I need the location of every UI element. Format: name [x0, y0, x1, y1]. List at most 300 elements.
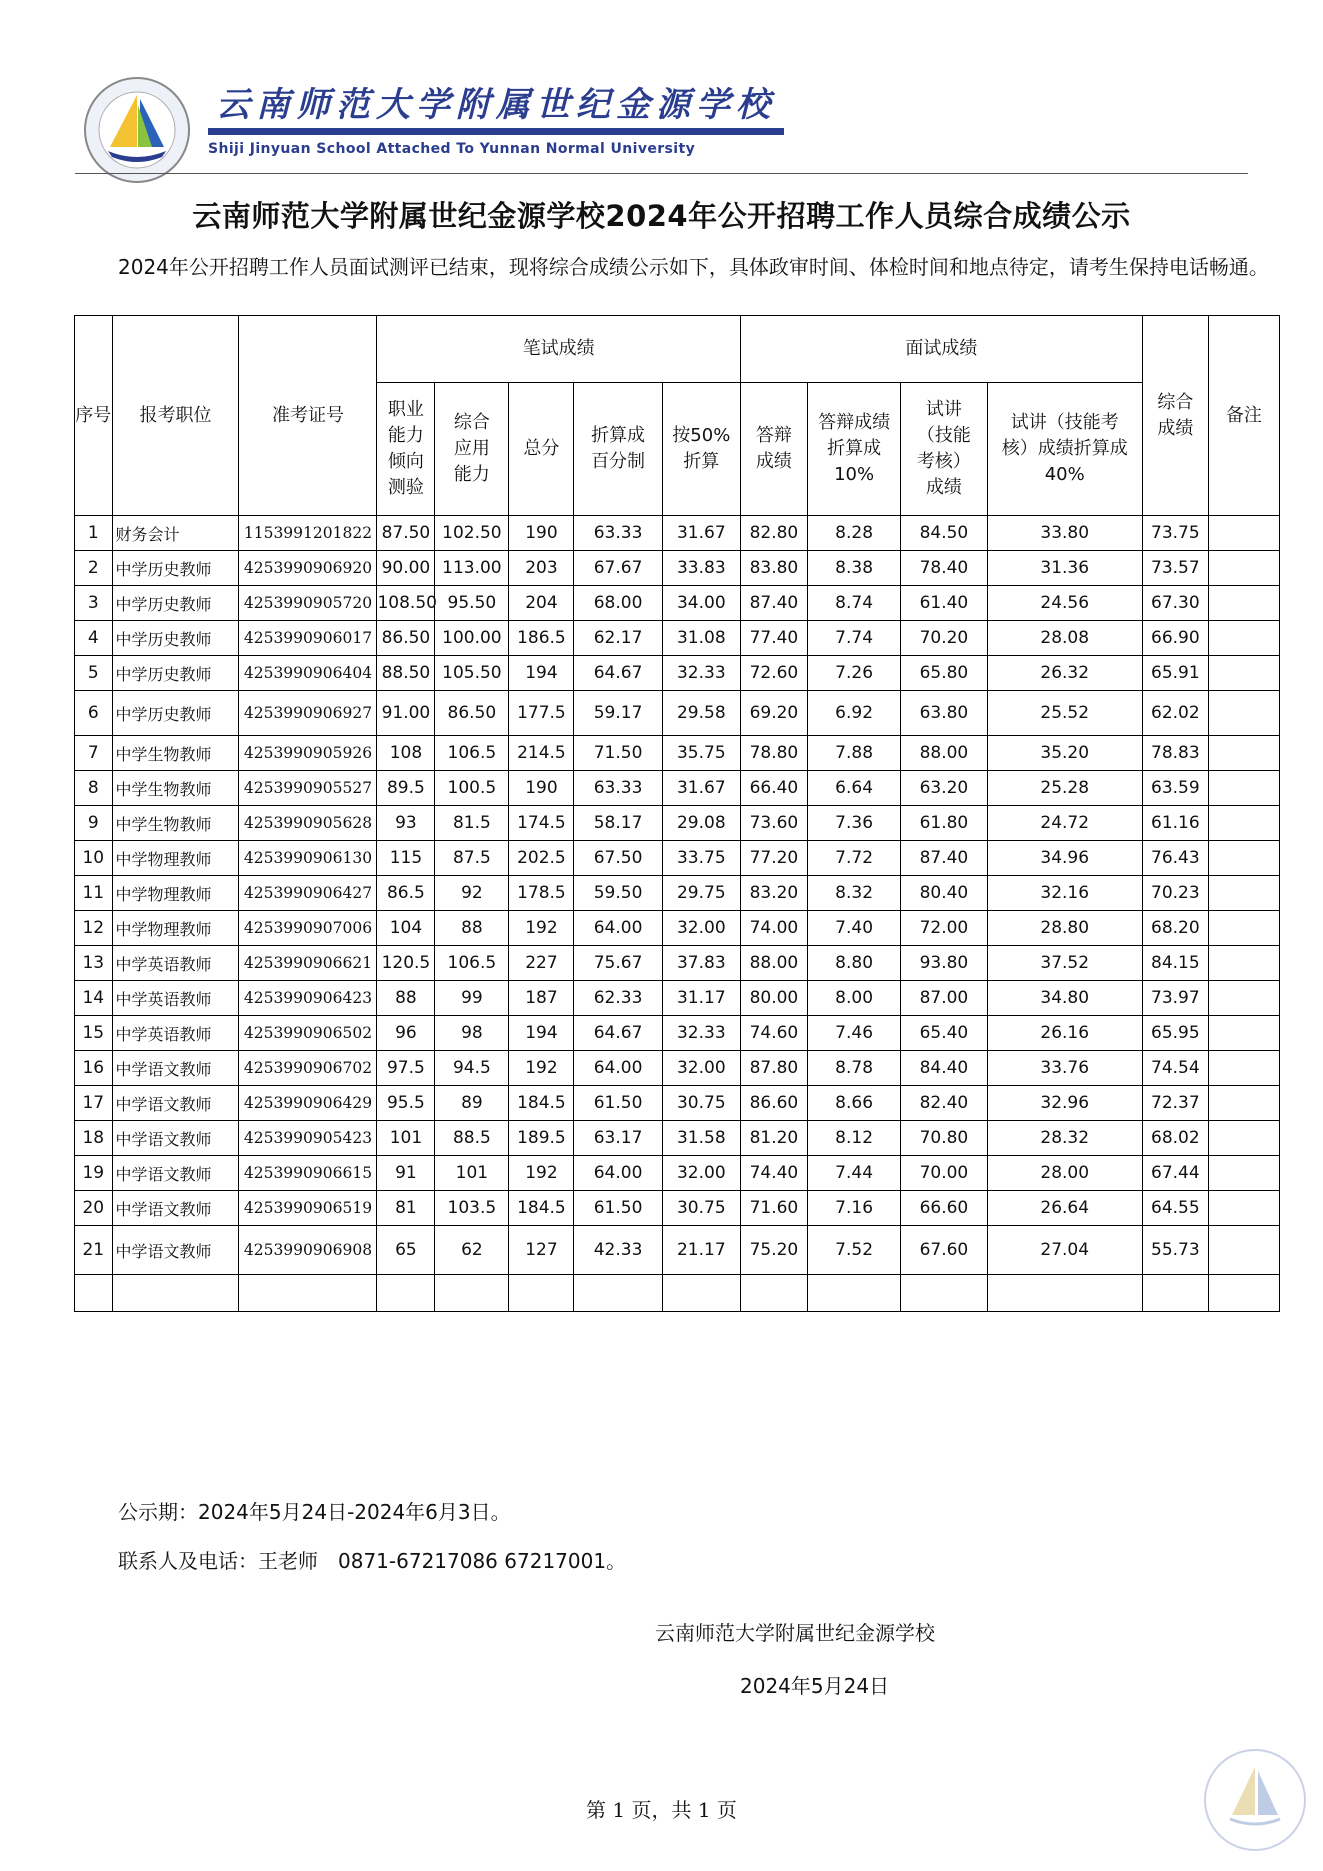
table-cell — [1208, 551, 1279, 586]
table-cell: 63.17 — [574, 1121, 662, 1156]
table-cell: 中学物理教师 — [112, 876, 239, 911]
table-cell: 87.80 — [740, 1051, 807, 1086]
table-cell: 227 — [509, 946, 574, 981]
table-row — [75, 1191, 1280, 1226]
table-cell: 中学历史教师 — [112, 586, 239, 621]
table-cell: 中学历史教师 — [112, 656, 239, 691]
table-cell — [1208, 876, 1279, 911]
table-cell: 96 — [377, 1016, 435, 1051]
table-cell: 61.16 — [1142, 806, 1208, 841]
table-cell — [1208, 981, 1279, 1016]
table-cell: 87.5 — [435, 841, 509, 876]
table-row — [75, 1016, 1280, 1051]
table-cell: 28.00 — [987, 1156, 1142, 1191]
table-cell: 88 — [435, 911, 509, 946]
table-cell: 26.32 — [987, 656, 1142, 691]
table-cell — [1208, 1051, 1279, 1086]
table-cell: 105.50 — [435, 656, 509, 691]
table-cell: 10 — [75, 841, 113, 876]
table-cell: 32.33 — [662, 1016, 740, 1051]
table-cell: 81.20 — [740, 1121, 807, 1156]
table-cell: 71.50 — [574, 736, 662, 771]
table-cell: 中学生物教师 — [112, 806, 239, 841]
table-cell: 106.5 — [435, 736, 509, 771]
header-interview-col: 答辩成绩折算成10% — [807, 383, 900, 516]
table-cell: 73.60 — [740, 806, 807, 841]
table-cell: 11 — [75, 876, 113, 911]
table-cell: 204 — [509, 586, 574, 621]
header-remark: 备注 — [1208, 316, 1279, 516]
table-cell: 33.80 — [987, 516, 1142, 551]
table-cell: 7.16 — [807, 1191, 900, 1226]
table-cell: 108.50 — [377, 586, 435, 621]
table-cell: 中学历史教师 — [112, 621, 239, 656]
table-cell: 31.67 — [662, 771, 740, 806]
table-cell: 82.80 — [740, 516, 807, 551]
table-cell: 87.00 — [901, 981, 987, 1016]
table-cell: 88.50 — [377, 656, 435, 691]
header-interview-group: 面试成绩 — [740, 316, 1142, 383]
table-cell: 86.5 — [377, 876, 435, 911]
table-row — [75, 551, 1280, 586]
table-cell: 21 — [75, 1226, 113, 1275]
table-cell: 93 — [377, 806, 435, 841]
table-cell: 65.40 — [901, 1016, 987, 1051]
table-row — [75, 691, 1280, 736]
table-cell: 92 — [435, 876, 509, 911]
table-cell: 62 — [435, 1226, 509, 1275]
table-cell — [574, 1275, 662, 1312]
table-cell: 80.00 — [740, 981, 807, 1016]
table-cell: 194 — [509, 1016, 574, 1051]
table-cell: 59.17 — [574, 691, 662, 736]
table-cell: 72.60 — [740, 656, 807, 691]
signature-date: 2024年5月24日 — [740, 1674, 890, 1698]
table-cell: 81 — [377, 1191, 435, 1226]
table-cell: 32.00 — [662, 1051, 740, 1086]
table-cell — [1208, 806, 1279, 841]
table-cell: 2 — [75, 551, 113, 586]
contact-info: 联系人及电话：王老师 0871-67217086 67217001。 — [118, 1549, 627, 1573]
table-cell: 34.96 — [987, 841, 1142, 876]
table-cell — [377, 1275, 435, 1312]
table-cell: 78.80 — [740, 736, 807, 771]
table-cell: 8.32 — [807, 876, 900, 911]
header-seq: 序号 — [75, 316, 113, 516]
table-cell: 89.5 — [377, 771, 435, 806]
table-row-empty — [75, 1275, 1280, 1312]
table-cell: 8 — [75, 771, 113, 806]
table-cell: 74.60 — [740, 1016, 807, 1051]
table-cell: 中学物理教师 — [112, 911, 239, 946]
table-cell: 76.43 — [1142, 841, 1208, 876]
page-number: 第 1 页，共 1 页 — [586, 1798, 737, 1822]
table-cell: 75.20 — [740, 1226, 807, 1275]
table-cell: 66.90 — [1142, 621, 1208, 656]
header-total: 综合成绩 — [1142, 316, 1208, 516]
table-cell: 18 — [75, 1121, 113, 1156]
table-cell: 35.75 — [662, 736, 740, 771]
table-cell: 7.88 — [807, 736, 900, 771]
table-cell: 29.75 — [662, 876, 740, 911]
table-cell: 8.66 — [807, 1086, 900, 1121]
table-cell: 86.60 — [740, 1086, 807, 1121]
table-cell: 68.00 — [574, 586, 662, 621]
table-cell: 1153991201822 — [239, 516, 377, 551]
table-cell — [509, 1275, 574, 1312]
table-cell: 70.00 — [901, 1156, 987, 1191]
table-cell: 33.76 — [987, 1051, 1142, 1086]
table-cell: 中学语文教师 — [112, 1051, 239, 1086]
table-cell: 194 — [509, 656, 574, 691]
table-cell: 8.28 — [807, 516, 900, 551]
table-cell: 4253990906502 — [239, 1016, 377, 1051]
table-cell: 100.00 — [435, 621, 509, 656]
table-cell — [1208, 691, 1279, 736]
table-cell: 中学语文教师 — [112, 1156, 239, 1191]
table-cell — [1208, 621, 1279, 656]
table-cell: 中学语文教师 — [112, 1121, 239, 1156]
table-cell: 91.00 — [377, 691, 435, 736]
table-cell: 4253990906615 — [239, 1156, 377, 1191]
table-cell: 70.80 — [901, 1121, 987, 1156]
table-row — [75, 1086, 1280, 1121]
table-cell: 66.60 — [901, 1191, 987, 1226]
table-cell: 67.67 — [574, 551, 662, 586]
table-cell: 78.40 — [901, 551, 987, 586]
table-cell: 32.00 — [662, 1156, 740, 1191]
table-cell: 98 — [435, 1016, 509, 1051]
table-cell: 4253990906927 — [239, 691, 377, 736]
table-cell — [1208, 1121, 1279, 1156]
table-cell: 17 — [75, 1086, 113, 1121]
table-cell: 中学英语教师 — [112, 946, 239, 981]
table-cell: 90.00 — [377, 551, 435, 586]
table-cell: 34.00 — [662, 586, 740, 621]
table-cell — [75, 1275, 113, 1312]
table-cell: 86.50 — [377, 621, 435, 656]
table-cell: 28.08 — [987, 621, 1142, 656]
table-cell: 115 — [377, 841, 435, 876]
table-cell: 30.75 — [662, 1086, 740, 1121]
school-name-en: Shiji Jinyuan School Attached To Yunnan Normal University — [208, 141, 696, 157]
table-cell: 202.5 — [509, 841, 574, 876]
table-cell — [807, 1275, 900, 1312]
table-cell: 73.57 — [1142, 551, 1208, 586]
table-cell: 101 — [377, 1121, 435, 1156]
table-cell: 68.02 — [1142, 1121, 1208, 1156]
table-cell: 32.00 — [662, 911, 740, 946]
table-cell — [987, 1275, 1142, 1312]
table-cell: 20 — [75, 1191, 113, 1226]
table-cell: 33.83 — [662, 551, 740, 586]
table-cell: 中学英语教师 — [112, 1016, 239, 1051]
intro-text: 年公开招聘工作人员面试测评已结束，现将综合成绩公示如下，具体政审时间、体检时间和地点待定，请考生保持电话畅通。 — [168, 255, 1269, 279]
table-cell: 37.83 — [662, 946, 740, 981]
table-cell — [435, 1275, 509, 1312]
table-cell — [1208, 911, 1279, 946]
school-name-cn: 云南师范大学附属世纪金源学校 — [208, 84, 784, 135]
table-cell: 97.5 — [377, 1051, 435, 1086]
table-cell: 28.80 — [987, 911, 1142, 946]
table-cell: 7.52 — [807, 1226, 900, 1275]
table-cell: 29.08 — [662, 806, 740, 841]
table-cell: 73.75 — [1142, 516, 1208, 551]
table-cell: 中学语文教师 — [112, 1086, 239, 1121]
table-cell: 103.5 — [435, 1191, 509, 1226]
table-cell: 70.20 — [901, 621, 987, 656]
table-cell: 64.00 — [574, 1156, 662, 1191]
school-banner — [208, 84, 784, 157]
table-cell: 37.52 — [987, 946, 1142, 981]
table-cell: 83.20 — [740, 876, 807, 911]
table-cell: 4253990907006 — [239, 911, 377, 946]
table-cell: 26.16 — [987, 1016, 1142, 1051]
table-row — [75, 1156, 1280, 1191]
table-cell: 61.50 — [574, 1086, 662, 1121]
table-cell: 中学历史教师 — [112, 691, 239, 736]
table-cell: 12 — [75, 911, 113, 946]
table-cell: 8.78 — [807, 1051, 900, 1086]
table-cell: 104 — [377, 911, 435, 946]
table-cell — [1208, 516, 1279, 551]
table-cell: 中学语文教师 — [112, 1191, 239, 1226]
table-row — [75, 656, 1280, 691]
table-cell: 78.83 — [1142, 736, 1208, 771]
table-cell: 30.75 — [662, 1191, 740, 1226]
table-cell: 192 — [509, 1051, 574, 1086]
table-cell: 4253990905527 — [239, 771, 377, 806]
table-cell: 32.96 — [987, 1086, 1142, 1121]
header-written-col: 综合应用能力 — [435, 383, 509, 516]
table-cell: 100.5 — [435, 771, 509, 806]
table-cell: 4253990905628 — [239, 806, 377, 841]
table-cell: 35.20 — [987, 736, 1142, 771]
table-cell: 89 — [435, 1086, 509, 1121]
table-cell: 67.60 — [901, 1226, 987, 1275]
table-cell: 24.56 — [987, 586, 1142, 621]
table-cell: 84.50 — [901, 516, 987, 551]
table-cell: 88.5 — [435, 1121, 509, 1156]
table-cell: 财务会计 — [112, 516, 239, 551]
table-row — [75, 946, 1280, 981]
table-cell: 7.72 — [807, 841, 900, 876]
table-cell: 4253990906423 — [239, 981, 377, 1016]
table-row — [75, 1226, 1280, 1275]
table-cell: 中学英语教师 — [112, 981, 239, 1016]
table-cell: 184.5 — [509, 1191, 574, 1226]
table-cell: 186.5 — [509, 621, 574, 656]
table-cell: 184.5 — [509, 1086, 574, 1121]
table-row — [75, 911, 1280, 946]
table-cell: 65.80 — [901, 656, 987, 691]
table-cell: 4 — [75, 621, 113, 656]
table-cell — [1208, 1226, 1279, 1275]
table-cell: 65.91 — [1142, 656, 1208, 691]
table-cell: 87.50 — [377, 516, 435, 551]
table-cell: 5 — [75, 656, 113, 691]
table-cell — [1208, 1016, 1279, 1051]
table-cell: 74.54 — [1142, 1051, 1208, 1086]
table-cell: 9 — [75, 806, 113, 841]
table-cell — [1142, 1275, 1208, 1312]
table-cell: 7.26 — [807, 656, 900, 691]
table-row — [75, 1051, 1280, 1086]
table-cell — [1208, 946, 1279, 981]
table-cell: 3 — [75, 586, 113, 621]
table-cell: 8.00 — [807, 981, 900, 1016]
table-cell: 中学生物教师 — [112, 771, 239, 806]
table-row — [75, 621, 1280, 656]
table-cell: 174.5 — [509, 806, 574, 841]
table-cell: 8.74 — [807, 586, 900, 621]
table-cell: 4253990906017 — [239, 621, 377, 656]
header-written-col: 折算成百分制 — [574, 383, 662, 516]
table-cell: 77.20 — [740, 841, 807, 876]
watermark-logo-icon — [1200, 1745, 1310, 1855]
table-cell: 127 — [509, 1226, 574, 1275]
header-position: 报考职位 — [112, 316, 239, 516]
table-cell — [239, 1275, 377, 1312]
table-cell — [1208, 841, 1279, 876]
table-cell: 80.40 — [901, 876, 987, 911]
table-cell: 24.72 — [987, 806, 1142, 841]
table-cell: 59.50 — [574, 876, 662, 911]
table-cell: 63.33 — [574, 516, 662, 551]
table-cell — [740, 1275, 807, 1312]
table-cell — [1208, 1191, 1279, 1226]
table-cell: 7.44 — [807, 1156, 900, 1191]
score-table — [74, 315, 1280, 1312]
header-interview-col: 试讲（技能考核）成绩折算成40% — [987, 383, 1142, 516]
table-cell: 75.67 — [574, 946, 662, 981]
table-cell: 87.40 — [740, 586, 807, 621]
table-cell: 214.5 — [509, 736, 574, 771]
table-cell: 29.58 — [662, 691, 740, 736]
table-cell: 4253990906427 — [239, 876, 377, 911]
table-row — [75, 876, 1280, 911]
table-cell: 95.50 — [435, 586, 509, 621]
header-reg-no: 准考证号 — [239, 316, 377, 516]
table-cell: 61.80 — [901, 806, 987, 841]
table-cell: 6.64 — [807, 771, 900, 806]
table-cell: 7.74 — [807, 621, 900, 656]
table-cell — [1208, 1156, 1279, 1191]
table-cell: 62.17 — [574, 621, 662, 656]
table-cell: 64.55 — [1142, 1191, 1208, 1226]
table-cell: 62.33 — [574, 981, 662, 1016]
table-cell: 178.5 — [509, 876, 574, 911]
table-cell: 4253990906702 — [239, 1051, 377, 1086]
table-cell: 64.00 — [574, 1051, 662, 1086]
table-cell: 95.5 — [377, 1086, 435, 1121]
table-cell: 31.58 — [662, 1121, 740, 1156]
table-cell — [1208, 771, 1279, 806]
table-cell: 64.67 — [574, 656, 662, 691]
table-cell: 27.04 — [987, 1226, 1142, 1275]
table-cell: 16 — [75, 1051, 113, 1086]
table-cell: 25.28 — [987, 771, 1142, 806]
table-cell: 26.64 — [987, 1191, 1142, 1226]
table-cell: 99 — [435, 981, 509, 1016]
table-cell: 187 — [509, 981, 574, 1016]
table-cell — [1208, 1275, 1279, 1312]
table-cell: 190 — [509, 771, 574, 806]
table-cell — [662, 1275, 740, 1312]
table-cell: 中学语文教师 — [112, 1226, 239, 1275]
table-cell: 8.38 — [807, 551, 900, 586]
table-cell: 13 — [75, 946, 113, 981]
table-cell: 7.36 — [807, 806, 900, 841]
score-table-body — [75, 516, 1280, 1312]
table-cell: 88.00 — [740, 946, 807, 981]
table-cell: 1 — [75, 516, 113, 551]
table-cell: 192 — [509, 911, 574, 946]
table-cell: 65.95 — [1142, 1016, 1208, 1051]
table-cell: 7 — [75, 736, 113, 771]
table-cell: 67.44 — [1142, 1156, 1208, 1191]
table-cell: 63.80 — [901, 691, 987, 736]
table-cell: 73.97 — [1142, 981, 1208, 1016]
table-cell: 25.52 — [987, 691, 1142, 736]
table-cell: 91 — [377, 1156, 435, 1191]
table-row — [75, 586, 1280, 621]
table-cell: 190 — [509, 516, 574, 551]
table-cell: 81.5 — [435, 806, 509, 841]
table-row — [75, 736, 1280, 771]
table-cell: 4253990906621 — [239, 946, 377, 981]
table-cell: 87.40 — [901, 841, 987, 876]
table-cell: 66.40 — [740, 771, 807, 806]
table-cell: 70.23 — [1142, 876, 1208, 911]
publicity-period: 公示期：2024年5月24日-2024年6月3日。 — [118, 1500, 511, 1524]
header-written-col: 总分 — [509, 383, 574, 516]
table-cell: 14 — [75, 981, 113, 1016]
table-cell — [1208, 586, 1279, 621]
table-cell: 203 — [509, 551, 574, 586]
table-cell: 55.73 — [1142, 1226, 1208, 1275]
header-interview-col: 试讲（技能考核）成绩 — [901, 383, 987, 516]
table-cell: 4253990905926 — [239, 736, 377, 771]
table-cell: 106.5 — [435, 946, 509, 981]
table-cell: 32.16 — [987, 876, 1142, 911]
table-cell: 4253990906130 — [239, 841, 377, 876]
table-row — [75, 806, 1280, 841]
table-cell: 88 — [377, 981, 435, 1016]
table-cell: 42.33 — [574, 1226, 662, 1275]
table-cell: 4253990906429 — [239, 1086, 377, 1121]
table-cell: 102.50 — [435, 516, 509, 551]
table-cell: 88.00 — [901, 736, 987, 771]
table-cell — [1208, 656, 1279, 691]
table-cell: 4253990906920 — [239, 551, 377, 586]
table-cell: 31.17 — [662, 981, 740, 1016]
table-cell: 83.80 — [740, 551, 807, 586]
table-cell: 8.80 — [807, 946, 900, 981]
table-cell: 6 — [75, 691, 113, 736]
table-cell: 34.80 — [987, 981, 1142, 1016]
table-cell: 94.5 — [435, 1051, 509, 1086]
header-written-col: 职业能力倾向测验 — [377, 383, 435, 516]
table-cell — [112, 1275, 239, 1312]
table-cell: 120.5 — [377, 946, 435, 981]
header-written-group: 笔试成绩 — [377, 316, 740, 383]
table-cell: 7.40 — [807, 911, 900, 946]
table-cell: 189.5 — [509, 1121, 574, 1156]
table-cell: 71.60 — [740, 1191, 807, 1226]
table-cell: 61.50 — [574, 1191, 662, 1226]
table-cell: 64.67 — [574, 1016, 662, 1051]
